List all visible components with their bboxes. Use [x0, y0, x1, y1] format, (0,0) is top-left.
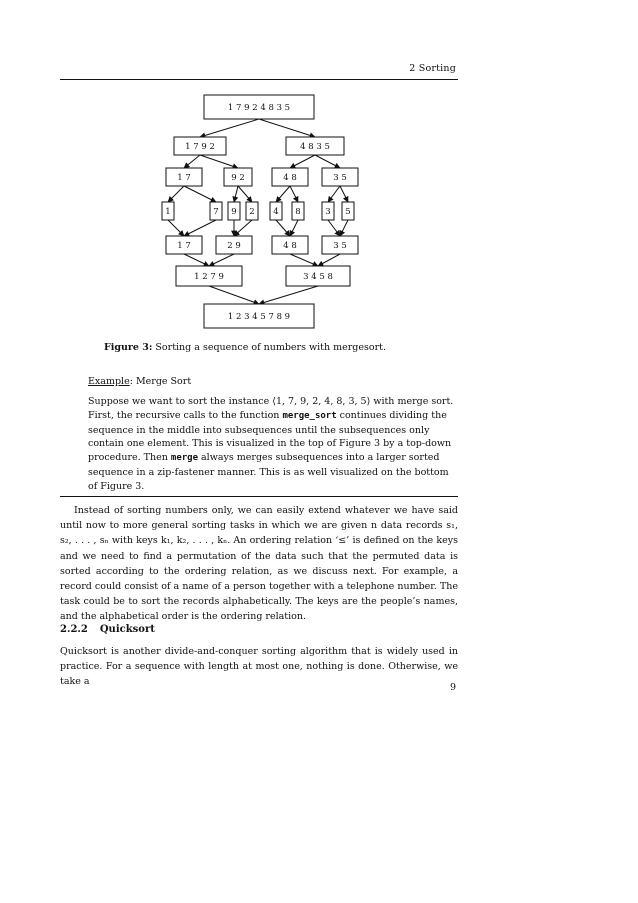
diagram-arrow — [328, 220, 340, 236]
diagram-node — [292, 202, 304, 220]
quicksort-paragraph: Quicksort is another divide-and-conquer sorting algorithm that is widely used in practice. For a sequence with length at most one, nothing is done. Otherwise, we take a — [60, 646, 458, 688]
diagram-node — [210, 202, 222, 220]
diagram-arrow — [290, 155, 315, 168]
diagram-node-label: 4 8 — [283, 241, 297, 251]
diagram-node — [224, 168, 252, 186]
example-text-1: Suppose we want to sort the instance ⟨1, 7, 9, 2, 4, 8, 3, 5⟩ with merge sort. First, the recursive calls to the function — [88, 396, 454, 421]
example-text-3: always merges subsequences into a larger sorted sequence in a zip-fastener manner. This is as well visualized on the bottom of Figure 3. — [88, 452, 449, 492]
diagram-node-label: 1 7 9 2 — [185, 142, 215, 152]
diagram-arrow — [209, 254, 234, 266]
diagram-arrow — [276, 186, 290, 202]
diagram-arrow — [200, 119, 259, 137]
diagram-arrow — [184, 220, 216, 236]
example-heading: Example — [88, 376, 130, 387]
example-rule — [60, 496, 458, 497]
caption-text: Sorting a sequence of numbers with mergesort. — [155, 342, 386, 353]
code-merge: merge — [170, 453, 198, 464]
diagram-node — [204, 304, 314, 328]
diagram-node-label: 9 2 — [231, 173, 245, 183]
diagram-node — [174, 137, 226, 155]
diagram-node-label: 3 4 5 8 — [303, 272, 333, 282]
diagram-node — [162, 202, 174, 220]
diagram-node-label: 1 7 9 2 4 8 3 5 — [227, 103, 291, 113]
diagram-arrow — [290, 220, 298, 236]
example-paragraph — [88, 395, 460, 494]
diagram-node — [166, 236, 202, 254]
diagram-node — [216, 236, 252, 254]
diagram-arrow — [276, 220, 290, 236]
diagram-node-label: 4 — [273, 207, 279, 217]
figure-caption — [104, 342, 386, 353]
diagram-node-label: 1 2 7 9 — [194, 272, 224, 282]
mergesort-diagram — [0, 0, 638, 340]
diagram-node — [176, 266, 242, 286]
diagram-node — [322, 168, 358, 186]
diagram-arrow — [318, 254, 340, 266]
body-section — [60, 503, 458, 625]
diagram-arrow — [290, 186, 298, 202]
diagram-arrow — [168, 220, 184, 236]
diagram-node — [286, 137, 344, 155]
code-merge-sort: merge_sort — [282, 410, 337, 421]
section-heading — [60, 624, 155, 635]
diagram-node-label: 7 — [213, 207, 219, 217]
diagram-node-label: 9 — [231, 207, 237, 217]
diagram-node-label: 1 — [165, 207, 171, 217]
example-box — [88, 376, 460, 494]
diagram-node-label: 8 — [295, 207, 301, 217]
example-text-2: continues dividing the sequence in the middle into subsequences until the subsequences only contain one element. This is visualized in the top of Figure 3 by a top-down procedure. Then — [88, 409, 452, 464]
example-heading-suffix: : Merge Sort — [129, 376, 192, 387]
diagram-arrow — [238, 186, 252, 202]
diagram-node-label: 1 7 — [177, 173, 191, 183]
diagram-node — [286, 266, 350, 286]
section-title: Quicksort — [99, 624, 155, 635]
diagram-node-label: 3 5 — [333, 241, 347, 251]
diagram-node — [272, 236, 308, 254]
diagram-node — [228, 202, 240, 220]
diagram-arrow — [315, 155, 340, 168]
diagram-node-label: 2 — [249, 207, 255, 217]
diagram-arrow — [200, 155, 238, 168]
diagram-node — [246, 202, 258, 220]
example-heading-line — [88, 376, 460, 387]
diagram-node — [322, 202, 334, 220]
diagram-node-label: 5 — [345, 207, 351, 217]
diagram-arrow — [168, 186, 184, 202]
diagram-arrow — [340, 220, 348, 236]
diagram-arrow — [184, 186, 216, 202]
running-header: 2 Sorting — [409, 63, 456, 74]
diagram-node-label: 1 7 — [177, 241, 191, 251]
quicksort-section — [60, 644, 458, 690]
diagram-node — [204, 95, 314, 119]
diagram-arrow — [259, 286, 318, 304]
diagram-node-label: 4 8 — [283, 173, 297, 183]
diagram-arrow — [234, 220, 252, 236]
diagram-node — [342, 202, 354, 220]
diagram-nodes — [162, 95, 358, 328]
diagram-node — [322, 236, 358, 254]
section-number: 2.2.2 — [60, 624, 88, 635]
diagram-arrow — [259, 119, 315, 137]
diagram-node-label: 3 5 — [333, 173, 347, 183]
diagram-node-label: 3 — [325, 207, 331, 217]
diagram-arrow — [234, 186, 238, 202]
diagram-arrow — [328, 186, 340, 202]
diagram-arrow — [184, 155, 200, 168]
diagram-node-label: 1 2 3 4 5 7 8 9 — [227, 312, 291, 322]
page-number: 9 — [449, 682, 456, 693]
diagram-node — [166, 168, 202, 186]
diagram-node-label: 4 8 3 5 — [300, 142, 330, 152]
caption-label: Figure 3: — [104, 342, 153, 353]
body-paragraph: Instead of sorting numbers only, we can easily extend whatever we have said until now to more general sorting tasks in which we are given n data records s₁, s₂, . . . , sₙ with keys k₁, k₂, . . . , kₙ. An ordering relation ‘≤’ is defined on the keys and we need to find a permutation of the data such that the permuted data is sorted according to the ordering relation, as we discuss next. For example, a record could consist of a name of a person together with a telephone number. The task could be to sort the records alphabetically. The keys are the people’s names, and the alphabetical order is the ordering relation. — [60, 505, 458, 623]
diagram-arrow — [340, 186, 348, 202]
diagram-arrow — [290, 254, 318, 266]
diagram-node — [272, 168, 308, 186]
diagram-node-label: 2 9 — [227, 241, 241, 251]
diagram-arrow — [184, 254, 209, 266]
diagram-arrow — [209, 286, 259, 304]
diagram-node — [270, 202, 282, 220]
